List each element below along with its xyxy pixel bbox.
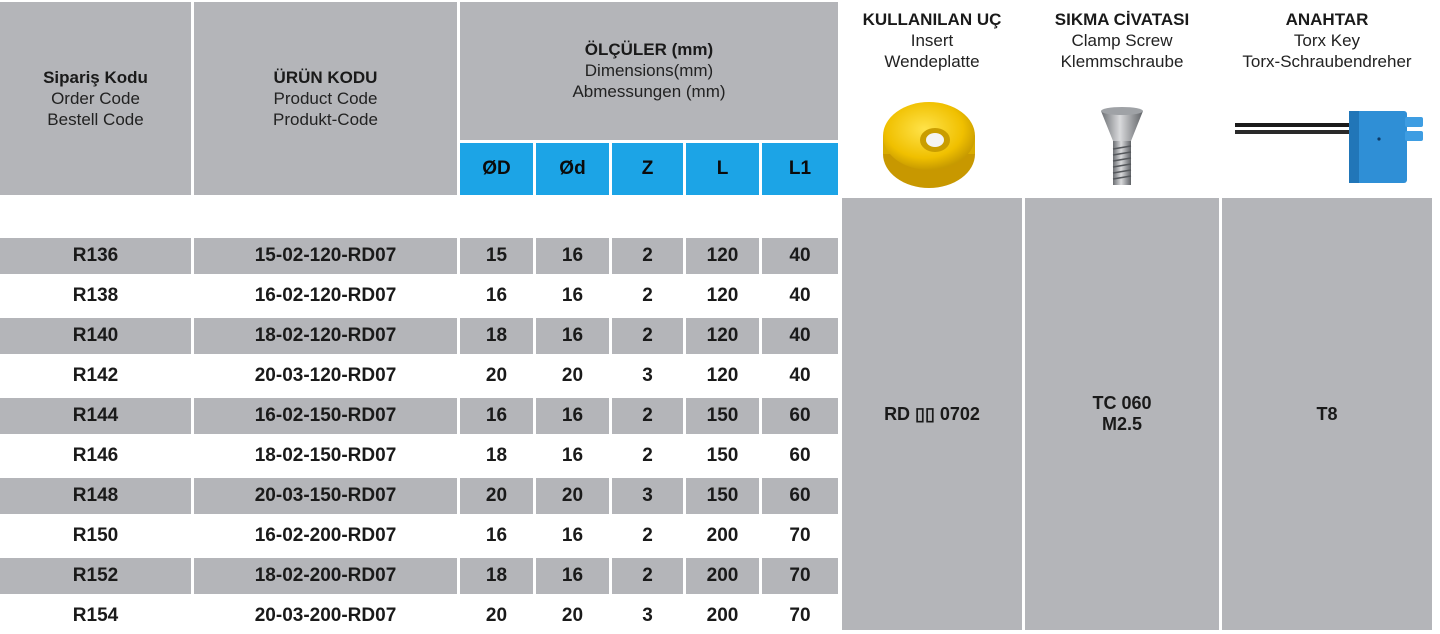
cell-d: 16 [536, 438, 609, 474]
cell-d: 20 [536, 358, 609, 394]
insert-icon [877, 96, 987, 192]
product-code-sub1: Product Code [273, 88, 378, 108]
cell-product: 18-02-200-RD07 [194, 558, 457, 594]
table-row [0, 318, 838, 354]
insert-value-text: RD ▯▯ 0702 [884, 403, 980, 424]
key-title: ANAHTAR [1285, 10, 1369, 29]
cell-product: 20-03-120-RD07 [194, 358, 457, 394]
insert-title: KULLANILAN UÇ [862, 10, 1002, 29]
cell-z: 2 [612, 238, 683, 274]
key-sub1: Torx Key [1293, 31, 1361, 50]
cell-product: 18-02-150-RD07 [194, 438, 457, 474]
cell-d: 16 [536, 318, 609, 354]
screw-icon [1097, 99, 1147, 189]
cell-d: 18 [460, 558, 533, 594]
header-insert [842, 2, 1022, 90]
product-code-title: ÜRÜN KODU [273, 67, 378, 87]
cell-order: R152 [0, 558, 191, 594]
cell-l1: 60 [762, 398, 838, 434]
table-row [0, 518, 838, 554]
cell-order: R150 [0, 518, 191, 554]
cell-order: R154 [0, 598, 191, 634]
cell-product: 18-02-120-RD07 [194, 318, 457, 354]
cell-l: 120 [686, 278, 759, 314]
cell-z: 2 [612, 438, 683, 474]
key-value-text: T8 [1316, 403, 1338, 424]
cell-d: 18 [460, 438, 533, 474]
cell-product: 20-03-150-RD07 [194, 478, 457, 514]
cell-product: 15-02-120-RD07 [194, 238, 457, 274]
cell-d: 16 [460, 278, 533, 314]
cell-d: 16 [536, 558, 609, 594]
cell-l1: 60 [762, 478, 838, 514]
order-code-title: Sipariş Kodu [43, 67, 148, 87]
cell-l: 120 [686, 318, 759, 354]
product-code-sub2: Produkt-Code [273, 109, 378, 129]
cell-l: 200 [686, 598, 759, 634]
cell-product: 20-03-200-RD07 [194, 598, 457, 634]
dimensions-title: ÖLÇÜLER (mm) [584, 40, 714, 59]
cell-l: 200 [686, 518, 759, 554]
cell-d: 20 [536, 598, 609, 634]
cell-product: 16-02-120-RD07 [194, 278, 457, 314]
table-row [0, 358, 838, 394]
table-row [0, 238, 838, 274]
cell-order: R140 [0, 318, 191, 354]
header-order-code [0, 2, 191, 195]
cell-order: R142 [0, 358, 191, 394]
cell-d: 20 [536, 478, 609, 514]
cell-order: R146 [0, 438, 191, 474]
cell-l: 150 [686, 438, 759, 474]
cell-l1: 70 [762, 558, 838, 594]
table-row [0, 598, 838, 634]
cell-product: 16-02-200-RD07 [194, 518, 457, 554]
screw-sub1: Clamp Screw [1071, 31, 1173, 50]
col-header-L1: L1 [762, 143, 838, 195]
screw-value-line2: M2.5 [1101, 414, 1143, 434]
cell-d: 15 [460, 238, 533, 274]
cell-d: 20 [460, 598, 533, 634]
cell-l1: 70 [762, 518, 838, 554]
table-row [0, 278, 838, 314]
dimensions-sub2: Abmessungen (mm) [572, 82, 726, 101]
cell-l: 120 [686, 358, 759, 394]
cell-d: 20 [460, 478, 533, 514]
table-row [0, 558, 838, 594]
cell-l1: 40 [762, 358, 838, 394]
cell-l1: 40 [762, 238, 838, 274]
table-row [0, 398, 838, 434]
cell-d: 16 [536, 238, 609, 274]
col-header-D: ØD [460, 143, 533, 195]
table-row [0, 438, 838, 474]
cell-order: R136 [0, 238, 191, 274]
col-header-Z: Z [612, 143, 683, 195]
cell-z: 2 [612, 398, 683, 434]
cell-z: 3 [612, 478, 683, 514]
order-code-sub1: Order Code [51, 88, 140, 108]
col-header-L: L [686, 143, 759, 195]
cell-l: 150 [686, 478, 759, 514]
cell-d: 16 [460, 518, 533, 554]
cell-z: 3 [612, 598, 683, 634]
cell-l1: 40 [762, 278, 838, 314]
key-image [1222, 92, 1432, 195]
torx-key-icon [1229, 99, 1425, 189]
table-row [0, 478, 838, 514]
cell-l: 200 [686, 558, 759, 594]
insert-image [842, 92, 1022, 195]
cell-z: 2 [612, 518, 683, 554]
screw-title: SIKMA CİVATASI [1054, 10, 1190, 29]
order-code-sub2: Bestell Code [47, 109, 144, 129]
screw-sub2: Klemmschraube [1060, 52, 1184, 71]
cell-d: 16 [460, 398, 533, 434]
key-value [1222, 198, 1432, 630]
cell-d: 16 [536, 518, 609, 554]
cell-l1: 70 [762, 598, 838, 634]
cell-order: R138 [0, 278, 191, 314]
key-sub2: Torx-Schraubendreher [1242, 52, 1412, 71]
cell-z: 3 [612, 358, 683, 394]
cell-l: 120 [686, 238, 759, 274]
cell-z: 2 [612, 318, 683, 354]
cell-d: 16 [536, 278, 609, 314]
cell-l1: 60 [762, 438, 838, 474]
cell-z: 2 [612, 278, 683, 314]
header-product-code [194, 2, 457, 195]
insert-value [842, 198, 1022, 630]
screw-value-line1: TC 060 [1092, 393, 1152, 413]
cell-order: R148 [0, 478, 191, 514]
cell-product: 16-02-150-RD07 [194, 398, 457, 434]
header-clamp-screw [1025, 2, 1219, 90]
screw-value [1025, 198, 1219, 630]
cell-d: 20 [460, 358, 533, 394]
insert-sub2: Wendeplatte [884, 52, 980, 71]
cell-z: 2 [612, 558, 683, 594]
col-header-d: Ød [536, 143, 609, 195]
cell-l: 150 [686, 398, 759, 434]
header-torx-key [1222, 2, 1432, 90]
cell-order: R144 [0, 398, 191, 434]
header-dimensions [460, 2, 838, 140]
cell-d: 18 [460, 318, 533, 354]
cell-d: 16 [536, 398, 609, 434]
dimensions-sub1: Dimensions(mm) [584, 61, 714, 80]
insert-sub1: Insert [910, 31, 954, 50]
cell-l1: 40 [762, 318, 838, 354]
screw-image [1025, 92, 1219, 195]
